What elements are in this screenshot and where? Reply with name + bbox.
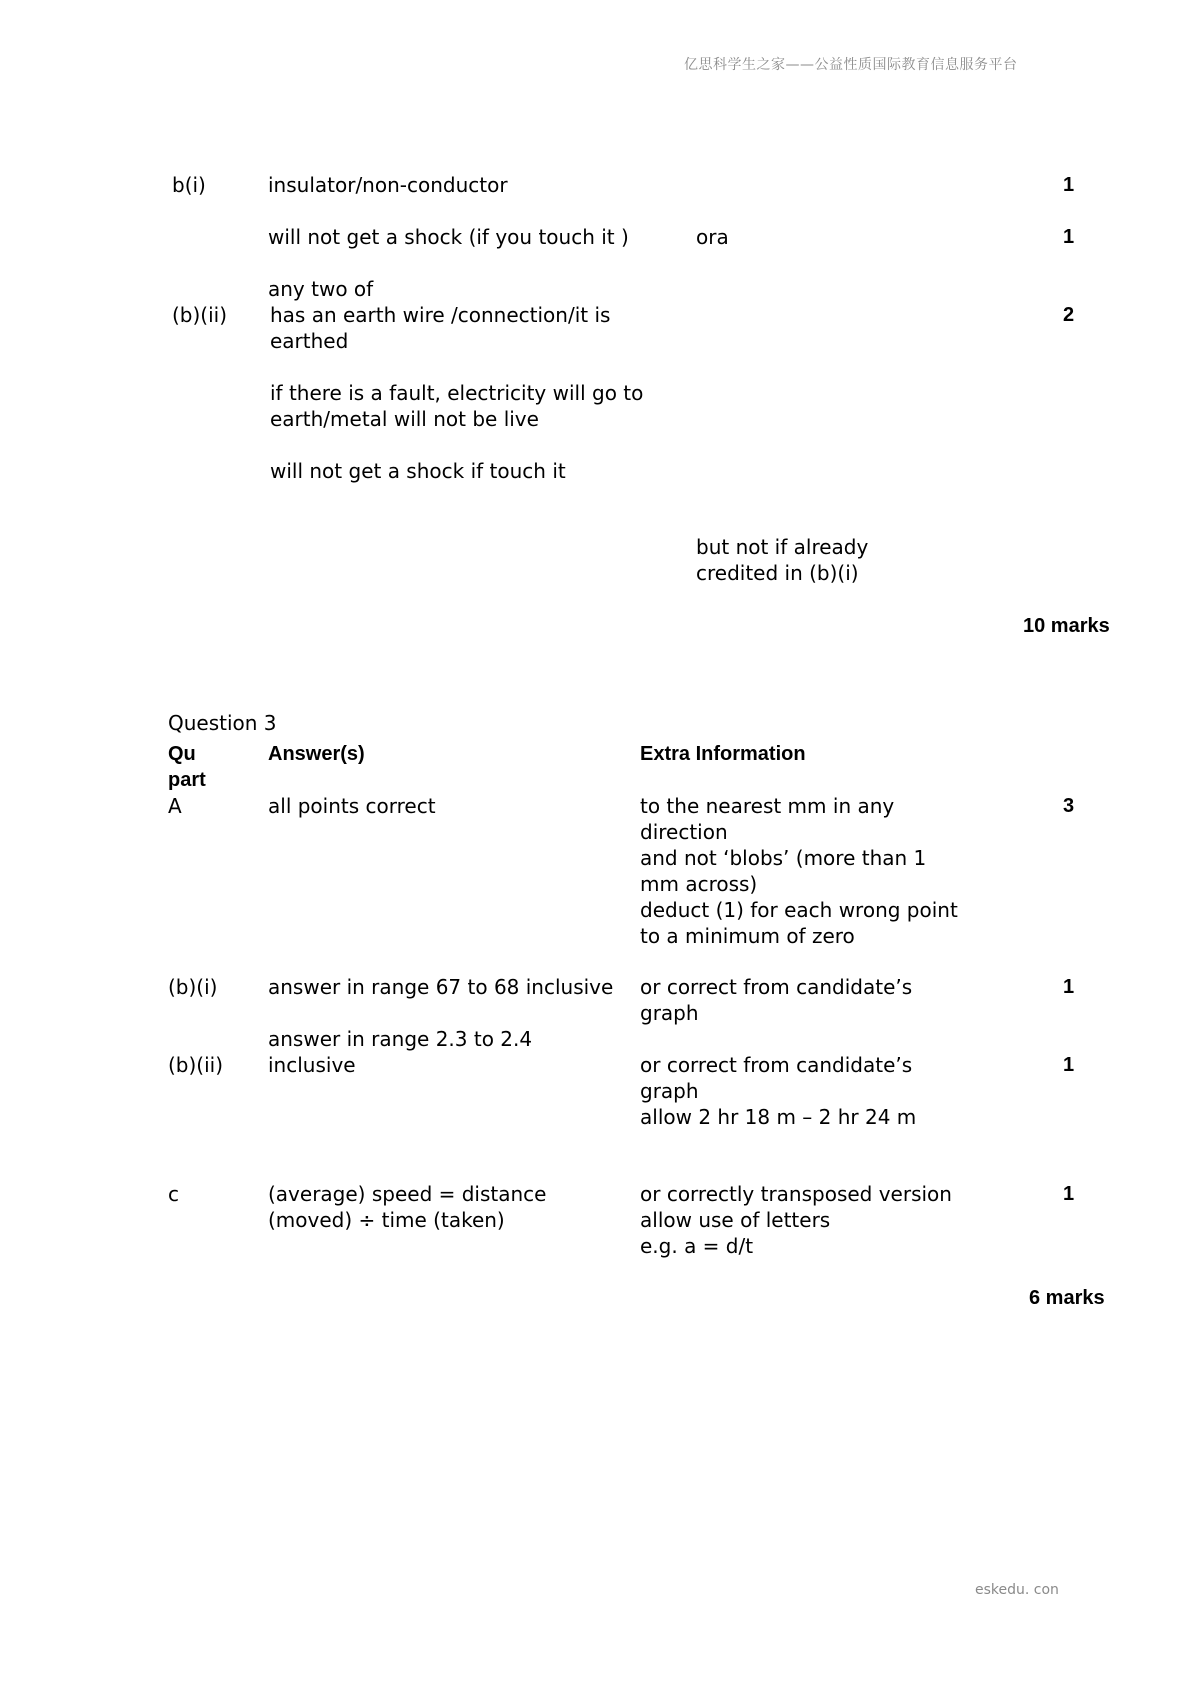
answer-b-ii-point-1 xyxy=(270,302,610,354)
answer-line: (average) speed = distance xyxy=(268,1182,547,1206)
extra-b-ii xyxy=(696,534,868,586)
mark-q3-b-i: 1 xyxy=(1063,976,1075,998)
total-marks-q2: 10 marks xyxy=(1023,615,1110,637)
extra-b-i-2: ora xyxy=(696,225,729,249)
extra-line: and not ‘blobs’ (more than 1 xyxy=(640,846,927,870)
extra-line: credited in (b)(i) xyxy=(696,561,859,585)
extra-line: graph xyxy=(640,1001,699,1025)
answer-q3-b-ii xyxy=(268,1026,532,1078)
extra-c xyxy=(640,1181,952,1259)
extra-line: or correct from candidate’s xyxy=(640,975,913,999)
extra-line: direction xyxy=(640,820,728,844)
page-footer-site: eskedu. con xyxy=(975,1582,1059,1598)
extra-a xyxy=(640,793,958,949)
question-title: Question 3 xyxy=(168,711,277,735)
header-line: Qu xyxy=(168,743,196,765)
part-label-b-i: b(i) xyxy=(172,173,206,197)
answer-line: answer in range 2.3 to 2.4 xyxy=(268,1027,533,1051)
answer-a xyxy=(268,793,436,819)
extra-line: or correctly transposed version xyxy=(640,1182,952,1206)
extra-line: but not if already xyxy=(696,535,869,559)
header-line: part xyxy=(168,769,206,791)
mark-b-i-2: 1 xyxy=(1063,226,1075,248)
answer-line: all points correct xyxy=(268,794,436,818)
extra-q3-b-i xyxy=(640,974,912,1026)
extra-line: allow use of letters xyxy=(640,1208,831,1232)
extra-line: to a minimum of zero xyxy=(640,924,855,948)
part-label-c: c xyxy=(168,1182,179,1206)
header-answer: Answer(s) xyxy=(268,743,365,765)
mark-q3-b-ii: 1 xyxy=(1063,1054,1075,1076)
answer-line: inclusive xyxy=(268,1053,356,1077)
mark-b-ii: 2 xyxy=(1063,304,1075,326)
answer-b-i-1: insulator/non-conductor xyxy=(268,173,508,197)
mark-c: 1 xyxy=(1063,1183,1075,1205)
extra-q3-b-ii xyxy=(640,1052,916,1130)
answer-line: has an earth wire /connection/it is xyxy=(270,303,611,327)
answer-line: answer in range 67 to 68 inclusive xyxy=(268,975,614,999)
answer-b-i-2: will not get a shock (if you touch it ) xyxy=(268,225,629,249)
answer-line: (moved) ÷ time (taken) xyxy=(268,1208,505,1232)
extra-line: graph xyxy=(640,1079,699,1103)
answer-b-ii-point-3: will not get a shock if touch it xyxy=(270,459,566,483)
extra-line: allow 2 hr 18 m – 2 hr 24 m xyxy=(640,1105,917,1129)
extra-line: to the nearest mm in any xyxy=(640,794,895,818)
answer-b-ii-point-2 xyxy=(270,380,643,432)
extra-line: e.g. a = d/t xyxy=(640,1234,754,1258)
header-extra-information: Extra Information xyxy=(640,743,806,765)
mark-a: 3 xyxy=(1063,795,1075,817)
answer-b-ii-intro: any two of xyxy=(268,277,374,301)
answer-line: if there is a fault, electricity will go to xyxy=(270,381,644,405)
part-label-q3-b-i: (b)(i) xyxy=(168,975,218,999)
answer-c xyxy=(268,1181,546,1233)
page-header-site-text: 亿思科学生之家——公益性质国际教育信息服务平台 xyxy=(684,57,1018,73)
part-label-a: A xyxy=(168,794,182,818)
part-label-b-ii: (b)(ii) xyxy=(172,303,228,327)
extra-line: deduct (1) for each wrong point xyxy=(640,898,958,922)
total-marks-q3: 6 marks xyxy=(1029,1287,1105,1309)
answer-line: earthed xyxy=(270,329,349,353)
answer-q3-b-i xyxy=(268,974,613,1000)
mark-b-i-1: 1 xyxy=(1063,174,1075,196)
answer-line: earth/metal will not be live xyxy=(270,407,539,431)
header-part xyxy=(168,741,206,793)
extra-line: mm across) xyxy=(640,872,758,896)
part-label-q3-b-ii: (b)(ii) xyxy=(168,1053,224,1077)
extra-line: or correct from candidate’s xyxy=(640,1053,913,1077)
